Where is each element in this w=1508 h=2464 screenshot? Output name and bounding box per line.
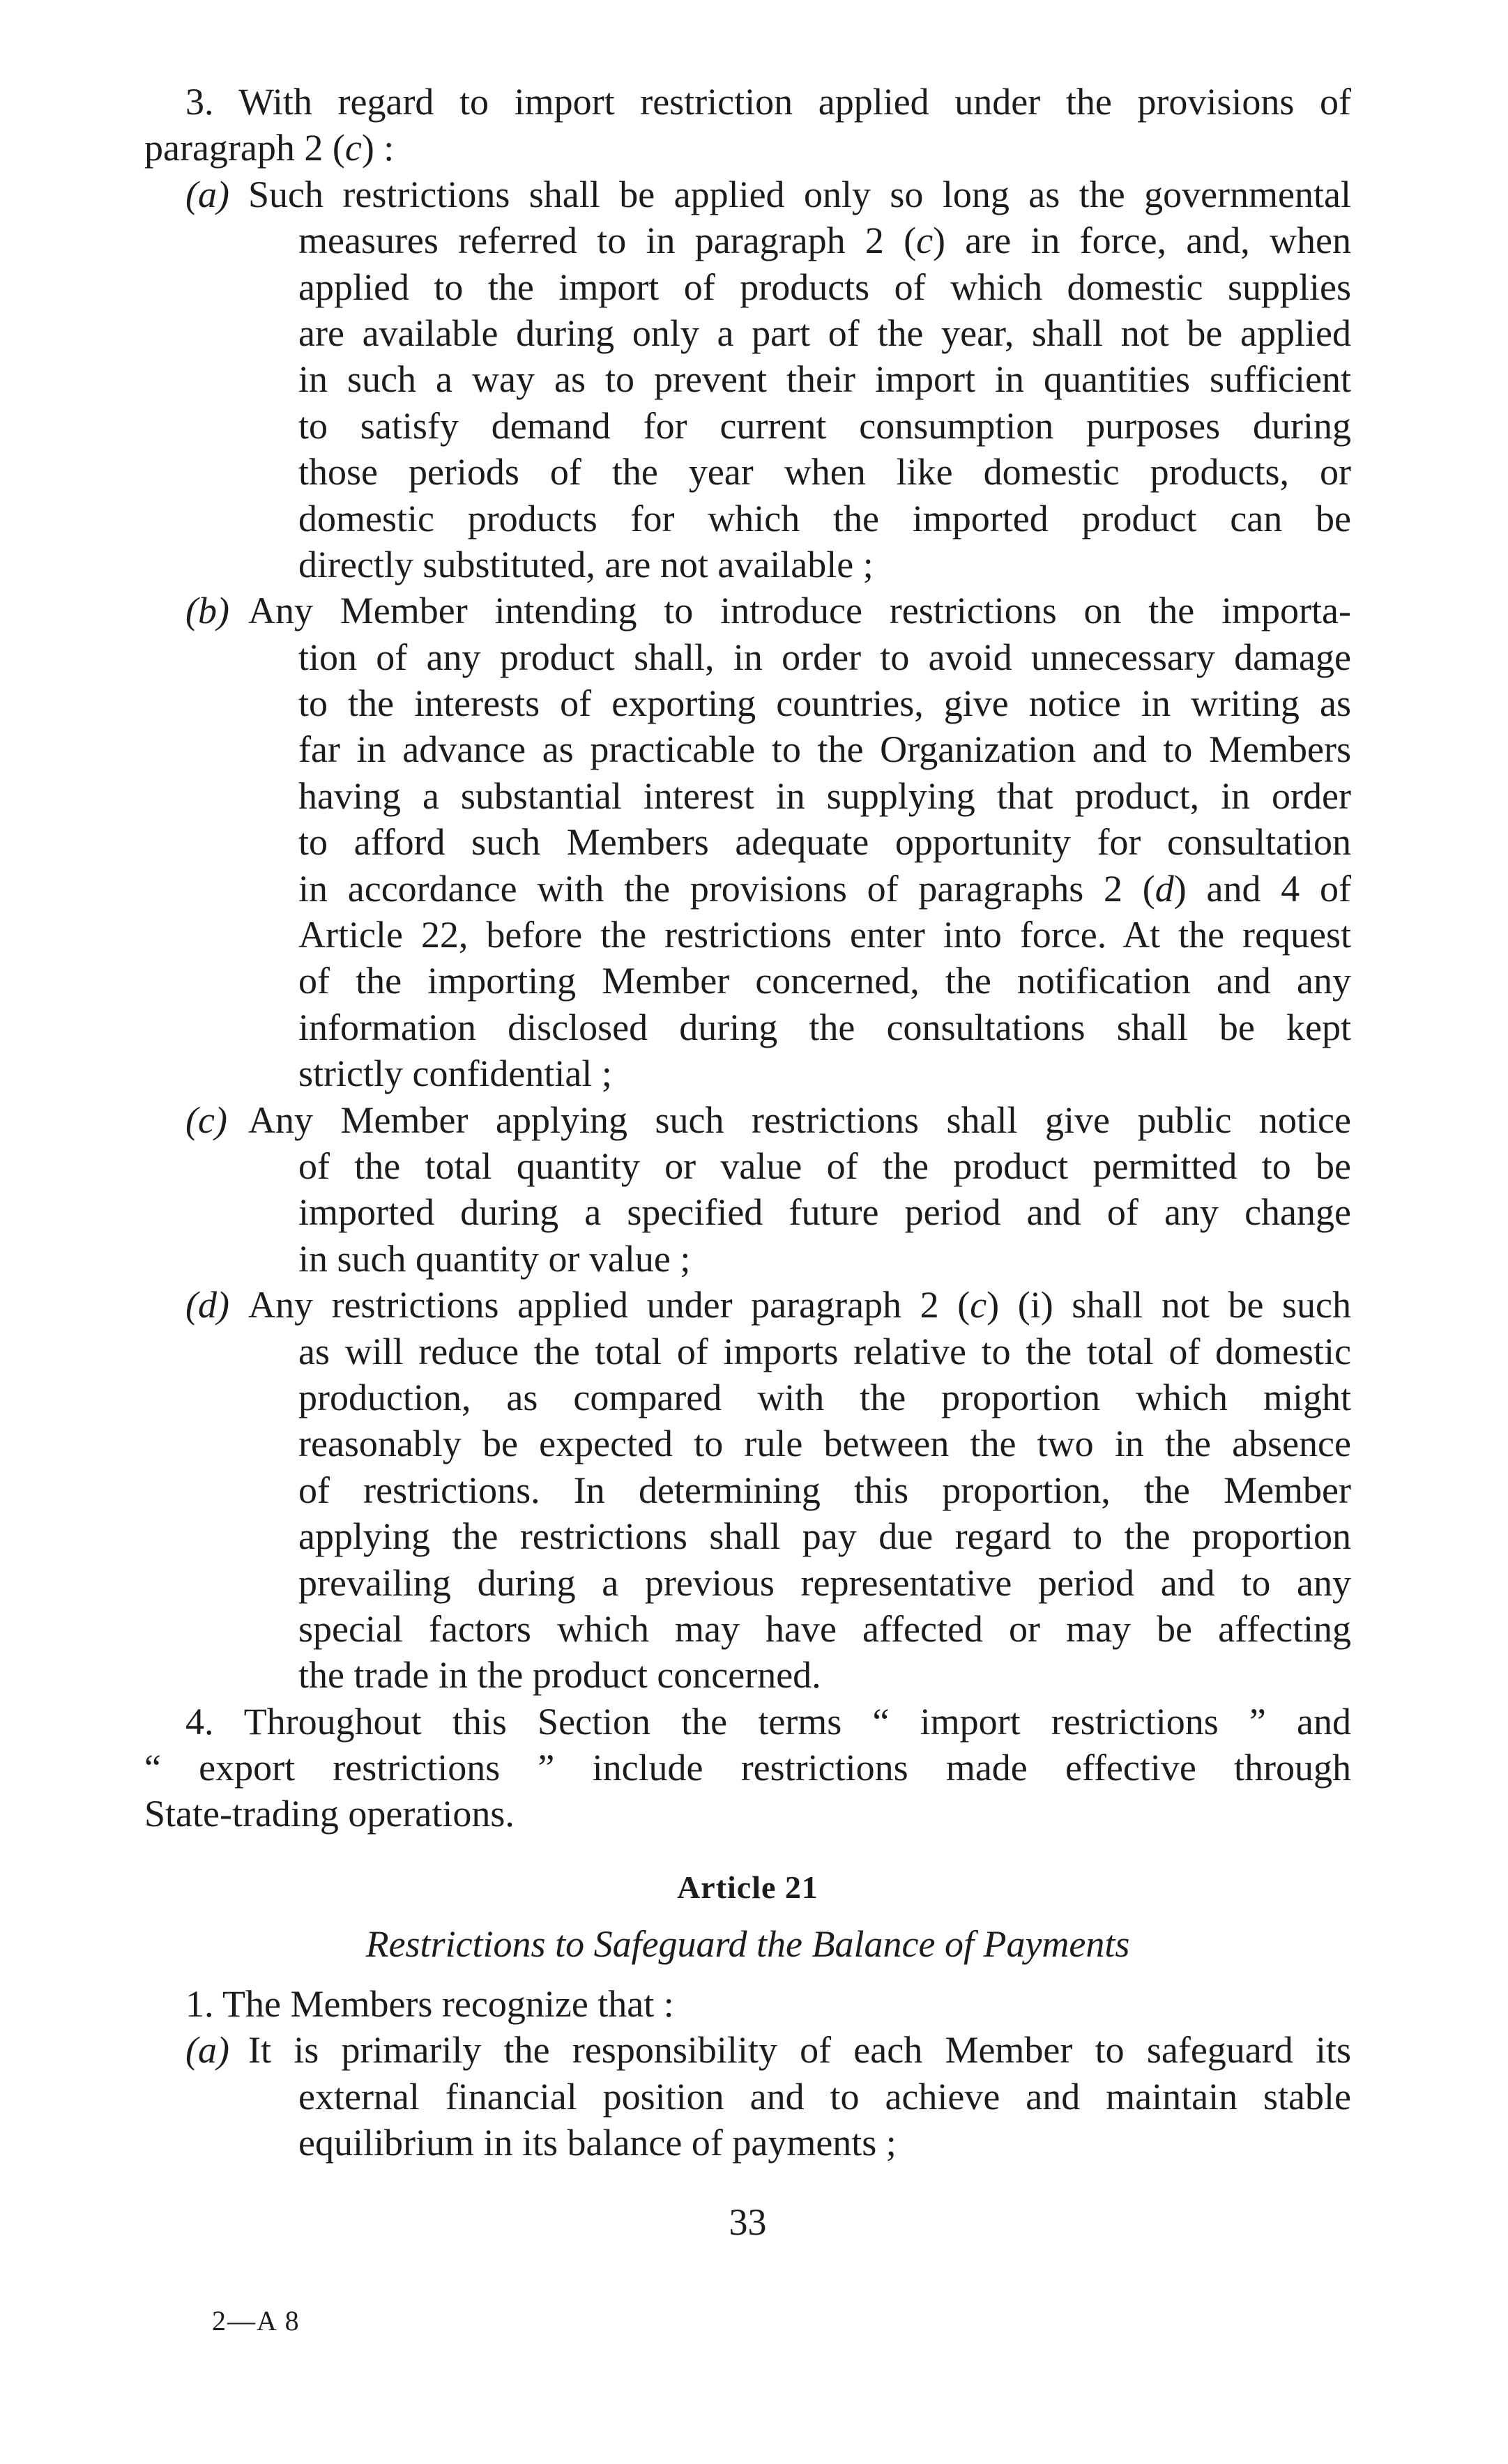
sub-paragraph-line: Article 22, before the restrictions enter into force. At the request [298, 914, 1351, 956]
sub-paragraph-line: prevailing during a previous representative period and to any [298, 1561, 1351, 1604]
sub-paragraph-label: (a) [185, 2029, 229, 2072]
paragraph-4-line: “ export restrictions ” include restrictions made effective through [144, 1747, 1351, 1789]
line-text: paragraph 2 ( [144, 127, 345, 169]
sub-paragraph-line: directly substituted, are not available ; [298, 543, 874, 586]
sub-paragraph-line [144, 1097, 1351, 1143]
sub-paragraph-line: to afford such Members adequate opportunity for consultation [298, 821, 1351, 864]
paragraph-3-line: 3. With regard to import restriction applied under the provisions of [185, 81, 1351, 123]
sub-paragraph-line: to the interests of exporting countries, give notice in writing as [298, 682, 1351, 725]
sub-paragraph-label: (a) [185, 173, 229, 215]
sub-paragraph-line: equilibrium in its balance of payments ; [298, 2122, 897, 2164]
line-text: Any Member intending to introduce restrictions on the importa- [248, 590, 1351, 632]
sub-paragraph-a [144, 171, 1351, 588]
sub-paragraph-line: of restrictions. In determining this proportion, the Member [298, 1469, 1351, 1511]
reference-letter: c [916, 220, 934, 262]
line-text: Any Member applying such restrictions shall give public notice [248, 1099, 1351, 1141]
sub-paragraph-line [144, 2027, 1351, 2073]
line-text: measures referred to in paragraph 2 ( [298, 220, 917, 262]
sub-paragraph-line: in such quantity or value ; [298, 1237, 691, 1280]
sub-paragraph-line: special factors which may have affected or may be affecting [298, 1607, 1351, 1650]
article-heading: Article 21 [677, 1869, 818, 1905]
paragraph-4 [144, 1699, 1351, 1837]
paragraph-3 [144, 79, 1351, 1699]
sub-paragraph-line: imported during a specified future period and of any change [298, 1191, 1351, 1234]
sub-paragraph-line: applied to the import of products of which domestic supplies [298, 266, 1351, 308]
sub-paragraph-line: having a substantial interest in supplying that product, in order [298, 774, 1351, 817]
sub-paragraph-line: to satisfy demand for current consumption purposes during [298, 404, 1351, 447]
line-text: ) (i) shall not be such [987, 1284, 1351, 1326]
line-text: ) : [361, 127, 395, 169]
sub-paragraph-line [144, 588, 1351, 634]
sub-paragraph-line: the trade in the product concerned. [298, 1654, 821, 1697]
line-text: ) are in force, and, when [933, 220, 1351, 262]
article-sub-paragraph-a [144, 2027, 1351, 2166]
line-text: Such restrictions shall be applied only so long as the governmental [248, 173, 1351, 215]
sub-paragraph-line: reasonably be expected to rule between the two in the absence [298, 1423, 1351, 1465]
sub-paragraph-b [144, 588, 1351, 1096]
sub-paragraph-line [144, 866, 1351, 912]
sub-paragraph-line [144, 217, 1351, 263]
paragraph-3-line [144, 125, 1351, 171]
sub-paragraph-label: (c) [185, 1099, 227, 1141]
sub-paragraph-line: of the importing Member concerned, the notification and any [298, 960, 1351, 1002]
reference-letter: c [970, 1284, 987, 1326]
sub-paragraph-line: production, as compared with the proportion which might [298, 1376, 1351, 1418]
sub-paragraph-d [144, 1282, 1351, 1699]
reference-letter: d [1155, 867, 1174, 910]
line-text: ) and 4 of [1173, 867, 1351, 910]
sub-paragraph-line: tion of any product shall, in order to avoid unnecessary damage [298, 636, 1351, 678]
article-paragraph-intro: 1. The Members recognize that : [185, 1983, 674, 2025]
sub-paragraph-line: as will reduce the total of imports relative to the total of domestic [298, 1330, 1351, 1372]
paragraph-4-line: 4. Throughout this Section the terms “ import restrictions ” and [185, 1700, 1351, 1743]
sub-paragraph-line [144, 1282, 1351, 1328]
article-paragraph-1 [144, 1981, 1351, 2166]
sub-paragraph-line: in such a way as to prevent their import in quantities sufficient [298, 358, 1351, 401]
page-number: 33 [729, 2201, 767, 2243]
article-title: Restrictions to Safeguard the Balance of Payments [365, 1923, 1130, 1965]
reference-letter: c [344, 127, 362, 169]
sub-paragraph-line: strictly confidential ; [298, 1053, 612, 1095]
signature-mark: 2—A 8 [212, 2305, 300, 2336]
line-text: in accordance with the provisions of paragraphs 2 ( [298, 867, 1155, 910]
sub-paragraph-line: information disclosed during the consultations shall be kept [298, 1006, 1351, 1048]
sub-paragraph-line: are available during only a part of the year, shall not be applied [298, 312, 1351, 354]
sub-paragraph-c [144, 1097, 1351, 1283]
sub-paragraph-line: those periods of the year when like domestic products, or [298, 451, 1351, 493]
sub-paragraph-line: of the total quantity or value of the product permitted to be [298, 1145, 1351, 1187]
sub-paragraph-label: (d) [185, 1284, 229, 1326]
paragraph-4-line: State-trading operations. [144, 1793, 515, 1835]
sub-paragraph-line: applying the restrictions shall pay due regard to the proportion [298, 1515, 1351, 1558]
sub-paragraph-label: (b) [185, 590, 229, 632]
sub-paragraph-line: domestic products for which the imported product can be [298, 497, 1351, 540]
sub-paragraph-line: external financial position and to achieve and maintain stable [298, 2075, 1351, 2118]
line-text: It is primarily the responsibility of each Member to safeguard its [248, 2029, 1351, 2072]
sub-paragraph-line [144, 171, 1351, 217]
body-text-upper [144, 79, 1351, 1837]
sub-paragraph-line: far in advance as practicable to the Organization and to Members [298, 728, 1351, 771]
line-text: Any restrictions applied under paragraph 2 ( [248, 1284, 970, 1326]
